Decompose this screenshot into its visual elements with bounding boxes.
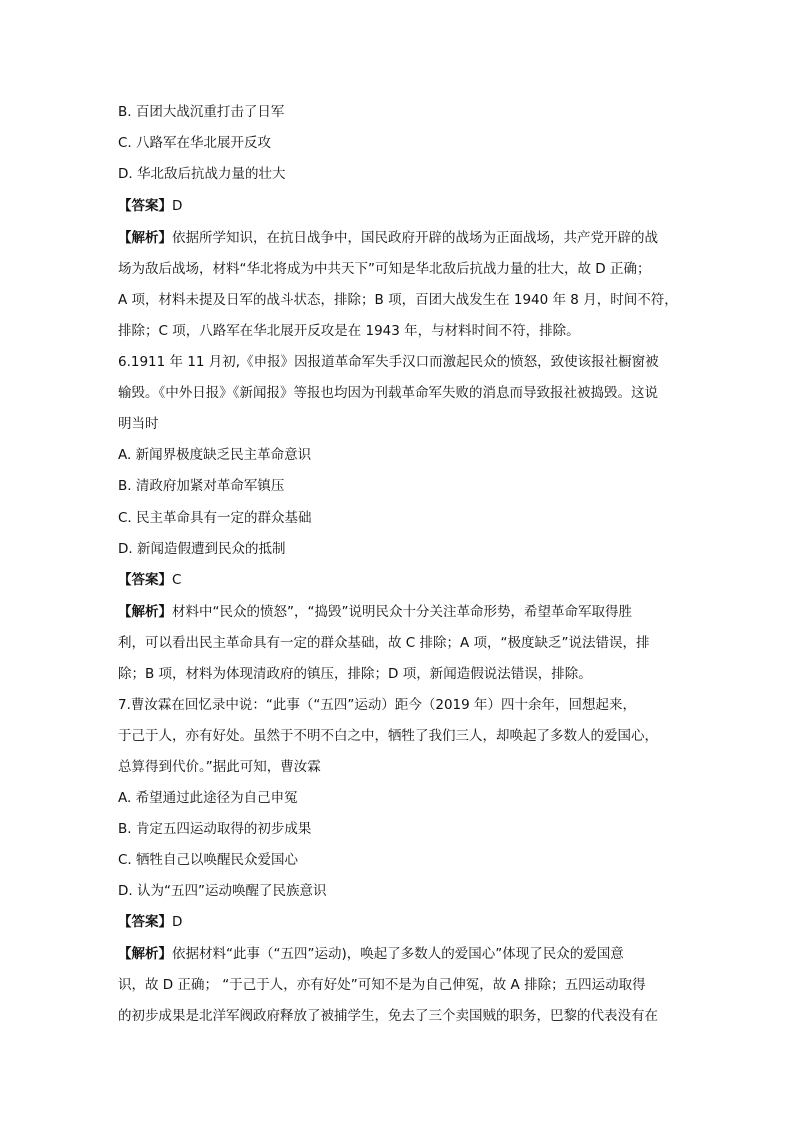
q7-option-d: D. 认为“五四”运动唤醒了民族意识 — [118, 883, 327, 899]
q7-answer-line — [118, 913, 678, 931]
q6-option-b: B. 清政府加紧对革命军镇压 — [118, 478, 285, 494]
q6-option-a: A. 新闻界极度缺乏民主革命意识 — [118, 447, 312, 463]
q6-option-d: D. 新闻造假遭到民众的抵制 — [118, 541, 286, 557]
analysis-text: 依据所学知识，在抗日战争中，国民政府开辟的战场为正面战场，共产党开辟的战 — [172, 230, 658, 246]
answer-value: D — [172, 914, 183, 930]
q7-stem-line-2: 于己于人，亦有好处。虽然于不明不白之中，牺牲了我们三人，却唤起了多数人的爱国心， — [118, 728, 658, 744]
q7-option-c: C. 牺牲自己以唤醒民众爱国心 — [118, 852, 299, 868]
q7-analysis-line-3: 的初步成果是北洋军阀政府释放了被捕学生，免去了三个卖国贼的职务，巴黎的代表没有在 — [118, 1008, 658, 1024]
q5-analysis-line-3: A 项，材料未提及日军的战斗状态，排除；B 项，百团大战发生在 1940 年 8 月，时间不符， — [118, 292, 678, 308]
q6-option-c: C. 民主革命具有一定的群众基础 — [118, 510, 312, 526]
q7-option-b: B. 肯定五四运动取得的初步成果 — [118, 821, 312, 837]
answer-value: C — [172, 572, 182, 588]
q7-analysis-line-2: 识，故 D 正确； “于己于人，亦有好处”可知不是为自己伸冤，故 A 排除；五四运动取得 — [118, 977, 646, 993]
analysis-text: 依据材料“此事（“五四”运动)，唤起了多数人的爱国心”体现了民众的爱国意 — [172, 946, 624, 962]
analysis-tag: 【解析】 — [118, 946, 172, 962]
q5-analysis-line-4: 排除；C 项，八路军在华北展开反攻是在 1943 年，与材料时间不符，排除。 — [118, 323, 580, 339]
q7-option-a: A. 希望通过此途径为自己申冤 — [118, 790, 298, 806]
q5-analysis-line-1 — [118, 229, 678, 247]
analysis-tag: 【解析】 — [118, 230, 172, 246]
q6-analysis-line-3: 除；B 项，材料为体现清政府的镇压，排除；D 项，新闻造假说法错误，排除。 — [118, 666, 592, 682]
q7-stem-line-1: 7.曹汝霖在回忆录中说：“此事（“五四”运动）距今（2019 年）四十余年，回想起来， — [118, 697, 637, 713]
q5-answer-line — [118, 197, 678, 215]
q5-option-b: B. 百团大战沉重打击了日军 — [118, 104, 285, 120]
answer-tag: 【答案】 — [118, 914, 172, 930]
q6-stem-line-3: 明当时 — [118, 416, 159, 432]
q7-stem-line-3: 总算得到代价。”据此可知，曹汝霖 — [118, 759, 321, 775]
q5-option-c: C. 八路军在华北展开反攻 — [118, 135, 272, 151]
q6-stem-line-1: 6.1911 年 11 月初,《申报》因报道革命军失手汉口而激起民众的愤怒，致使该报社橱窗被 — [118, 354, 659, 370]
analysis-text: 材料中“民众的愤怒”，“捣毁”说明民众十分关注革命形势，希望革命军取得胜 — [172, 604, 632, 620]
q6-analysis-line-2: 利，可以看出民主革命具有一定的群众基础，故 C 排除；A 项，“极度缺乏”说法错误，排 — [118, 635, 650, 651]
q5-analysis-line-2: 场为敌后战场，材料“华北将成为中共天下”可知是华北敌后抗战力量的壮大，故 D 正确； — [118, 261, 651, 277]
q6-stem-line-2: 输毁。《中外日报》《新闻报》等报也均因为刊载革命军失败的消息而导致报社被捣毁。这说 — [118, 385, 658, 401]
analysis-tag: 【解析】 — [118, 604, 172, 620]
answer-value: D — [172, 198, 183, 214]
q5-option-d: D. 华北敌后抗战力量的壮大 — [118, 166, 286, 182]
answer-tag: 【答案】 — [118, 572, 172, 588]
answer-tag: 【答案】 — [118, 198, 172, 214]
q7-analysis-line-1 — [118, 945, 678, 963]
q6-answer-line — [118, 571, 678, 589]
q6-analysis-line-1 — [118, 603, 678, 621]
